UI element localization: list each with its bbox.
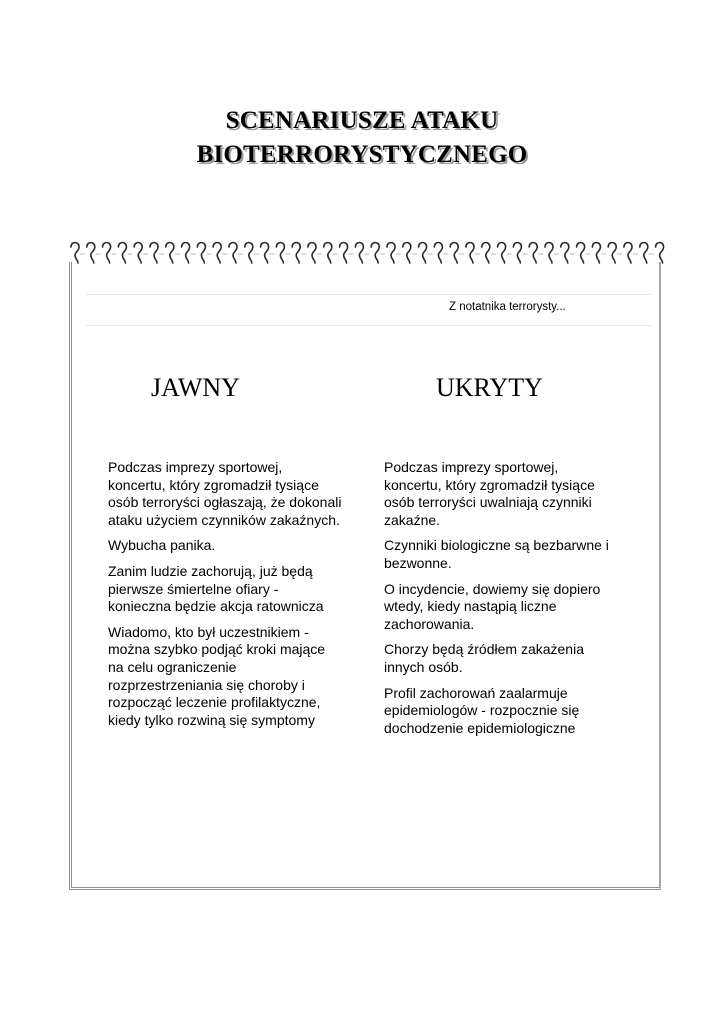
text-line: Zanim ludzie zachorują, już będą: [108, 562, 313, 579]
page-title: [0, 104, 724, 172]
text-line: epidemiologów - rozpocznie się: [384, 702, 580, 719]
text-line: ataku użyciem czynników zakaźnych.: [108, 511, 340, 528]
text-line: Czynniki biologiczne są bezbarwne i: [384, 537, 609, 554]
column-heading-ukryty: UKRYTY: [436, 373, 543, 402]
text-line: Wiadomo, kto był uczestnikiem -: [108, 623, 309, 640]
paragraph: [384, 685, 634, 738]
column-heading-jawny: JAWNY: [151, 373, 240, 402]
column-ukryty: [384, 459, 634, 745]
text-line: kiedy tylko rozwiną się symptomy: [108, 711, 315, 728]
text-line: Podczas imprezy sportowej,: [108, 459, 283, 475]
paragraph: [108, 624, 356, 730]
text-line: pierwsze śmiertelne ofiary -: [108, 580, 279, 597]
paragraph: [384, 641, 634, 676]
text-line: koncertu, który zgromadził tysiące: [108, 476, 319, 493]
title-line-1: SCENARIUSZE ATAKU: [225, 107, 499, 134]
paragraph: [108, 537, 356, 555]
text-line: wtedy, kiedy nastąpią liczne: [384, 598, 557, 615]
paragraph: [384, 459, 634, 529]
title-line-2: BIOTERRORYSTYCZNEGO: [196, 141, 528, 168]
text-line: dochodzenie epidemiologiczne: [384, 719, 576, 736]
text-line: Wybucha panika.: [108, 537, 216, 554]
text-line: innych osób.: [384, 658, 463, 675]
text-line: zachorowania.: [384, 615, 475, 632]
paragraph: [384, 537, 634, 572]
text-line: można szybko podjąć kroki mające: [108, 641, 326, 658]
paragraph: [108, 563, 356, 616]
text-line: koncertu, który zgromadził tysiące: [384, 476, 595, 493]
notebook-rule-top: [86, 294, 651, 295]
text-line: na celu ograniczenie: [108, 658, 237, 675]
text-line: rozprzestrzeniania się choroby i: [108, 676, 305, 693]
notebook-rule-bottom: [86, 325, 651, 326]
text-line: O incydencie, dowiemy się dopiero: [384, 580, 601, 597]
column-jawny: [108, 459, 356, 737]
notebook-caption: Z notatnika terrorysty...: [449, 301, 566, 313]
text-line: osób terroryści uwalniają czynniki: [384, 494, 592, 511]
text-line: Podczas imprezy sportowej,: [384, 459, 559, 475]
paragraph: [384, 581, 634, 634]
text-line: Chorzy będą źródłem zakażenia: [384, 641, 584, 658]
text-line: osób terroryści ogłaszają, że dokonali: [108, 494, 342, 511]
spiral-binding-icon: [66, 238, 668, 266]
text-line: Profil zachorowań zaalarmuje: [384, 684, 568, 701]
paragraph: [108, 459, 356, 529]
text-line: bezwonne.: [384, 554, 452, 571]
text-line: konieczna będzie akcja ratownicza: [108, 598, 324, 615]
text-line: zakaźne.: [384, 511, 441, 528]
text-line: rozpocząć leczenie profilaktyczne,: [108, 694, 321, 711]
